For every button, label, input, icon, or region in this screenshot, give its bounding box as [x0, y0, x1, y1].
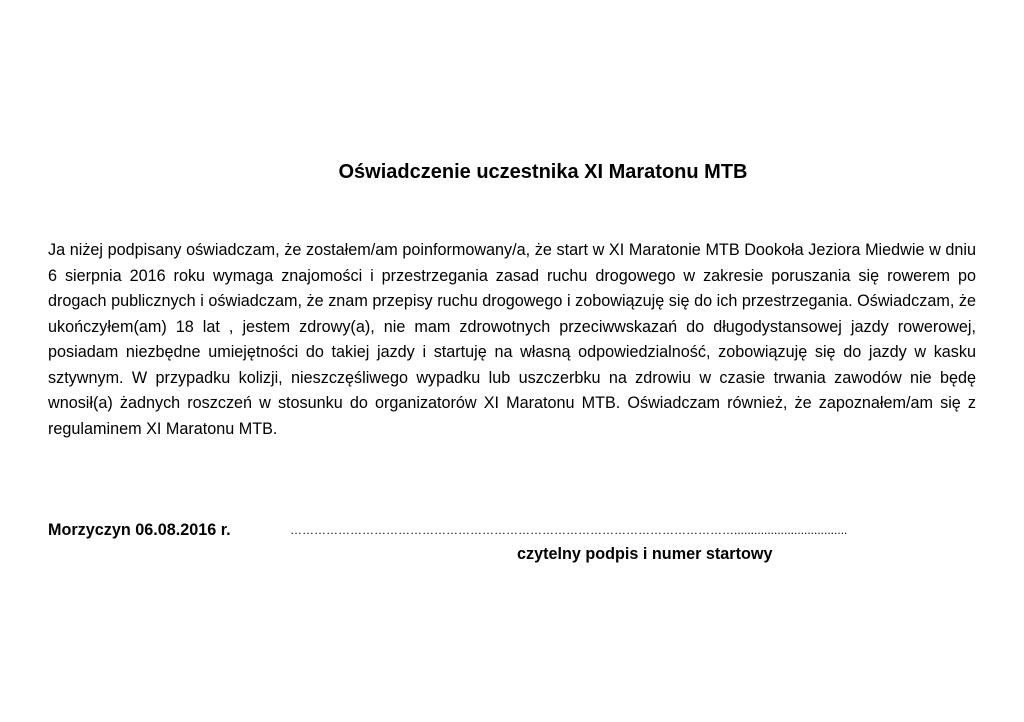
declaration-text: Ja niżej podpisany oświadczam, że zostałem/am poinformowany/a, że start w XI Maratonie MTB Dookoła Jeziora Miedwie w dniu 6 sierpnia 2016 roku wymaga znajomości i przestrzegania zasad ruchu drogowego w zakresie poruszania się rowerem po drogach publicznych i oświadczam, że znam przepisy ruchu drogowego i zobowiązuję się do ich przestrzegania. Oświadczam, że ukończyłem(am) 18 lat , jestem zdrowy(a), nie mam zdrowotnych przeciwwskazań do długodystansowej jazdy rowerowej, posiadam niezbędne umiejętności do takiej jazdy i startuję na własną odpowiedzialność, zobowiązuję się do jazdy w kasku sztywnym. W przypadku kolizji, nieszczęśliwego wypadku lub uszczerbku na zdrowiu w czasie trwania zawodów nie będę wnosił(a) żadnych roszczeń w stosunku do organizatorów XI Maratonu MTB. Oświadczam również, że zapoznałem/am się z regulaminem XI Maratonu MTB.	[48, 241, 976, 438]
signature-line: …………………………………………………………………………………………………..................................	[290, 523, 848, 537]
signature-caption: czytelny podpis i numer startowy	[517, 545, 773, 563]
document-title: Oświadczenie uczestnika XI Maratonu MTB	[338, 161, 748, 183]
place-date: Morzyczyn 06.08.2016 r.	[48, 521, 231, 539]
